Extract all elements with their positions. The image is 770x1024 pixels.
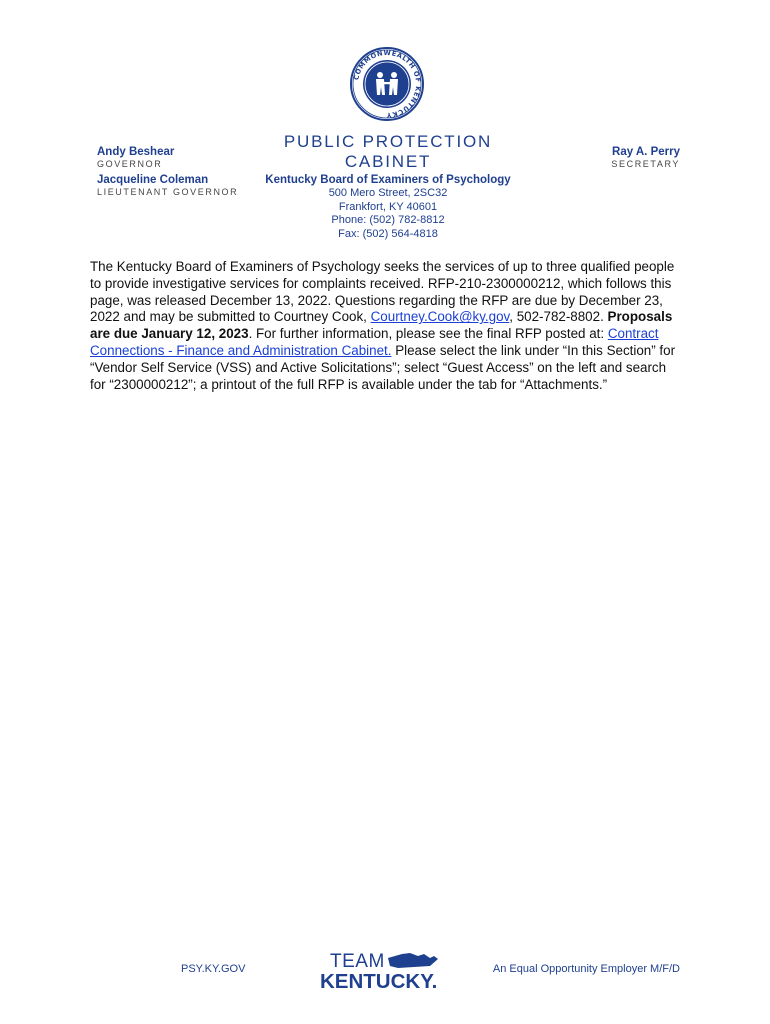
right-header xyxy=(611,145,680,170)
website-url: PSY.KY.GOV xyxy=(181,963,246,975)
email-link[interactable]: Courtney.Cook@ky.gov xyxy=(370,309,510,325)
body-text-1: The Kentucky Board of Examiners of Psychology seeks the services of up to three qualified people to provide investigative services for complaints received. RFP-210-2300000212, which follows this page, was released December 13, 2022. Questions regarding the RFP are due by December 23, 2022 and may be submitted to Courtney Cook, xyxy=(90,259,675,325)
board-name: Kentucky Board of Examiners of Psychology xyxy=(265,174,511,186)
team-kentucky-logo xyxy=(318,950,450,992)
body-text-2: , 502-782-8802. xyxy=(509,309,608,325)
lt-governor-name: Jacqueline Coleman xyxy=(97,174,209,186)
address-line-1: 500 Mero Street, 2SC32 xyxy=(328,187,448,199)
equal-opportunity-statement: An Equal Opportunity Employer M/F/D xyxy=(492,963,680,975)
body-text-3: . For further information, please see the final RFP posted at: xyxy=(248,326,608,342)
address-line-2: Frankfort, KY 40601 xyxy=(338,200,438,213)
lt-governor-title: LIEUTENANT GOVERNOR xyxy=(97,187,239,197)
announcement-paragraph xyxy=(90,259,682,393)
kentucky-seal xyxy=(349,46,425,122)
phone-number: Phone: (502) 782-8812 xyxy=(331,214,445,226)
svg-text:TEAM: TEAM xyxy=(330,951,385,972)
body-text-4: Please select the link under “In this Section” for “Vendor Self Service (VSS) and Active Solicitations”; select “Guest Access” on the left and search for “2300000212”; a printout of the full RFP is available under the tab for “Attachments.” xyxy=(90,342,676,392)
proposal-deadline: Proposals are due January 12, 2023 xyxy=(90,309,673,342)
governor-name: Andy Beshear xyxy=(97,146,175,158)
contract-connections-link[interactable]: Contract Connections - Finance and Administration Cabinet. xyxy=(90,326,659,358)
left-header xyxy=(97,145,238,201)
center-header xyxy=(240,132,536,241)
team-kentucky-logo-icon xyxy=(318,950,450,992)
governor-title: GOVERNOR xyxy=(97,159,163,169)
svg-text:KENTUCKY.: KENTUCKY. xyxy=(320,970,438,992)
svg-text:COMMONWEALTH OF KENTUCKY: COMMONWEALTH OF KENTUCKY xyxy=(352,48,423,120)
seal-icon xyxy=(349,46,425,122)
fax-number: Fax: (502) 564-4818 xyxy=(338,227,438,240)
cabinet-name: PUBLIC PROTECTION CABINET xyxy=(283,132,493,171)
secretary-name: Ray A. Perry xyxy=(612,146,680,158)
secretary-title: SECRETARY xyxy=(611,159,680,169)
